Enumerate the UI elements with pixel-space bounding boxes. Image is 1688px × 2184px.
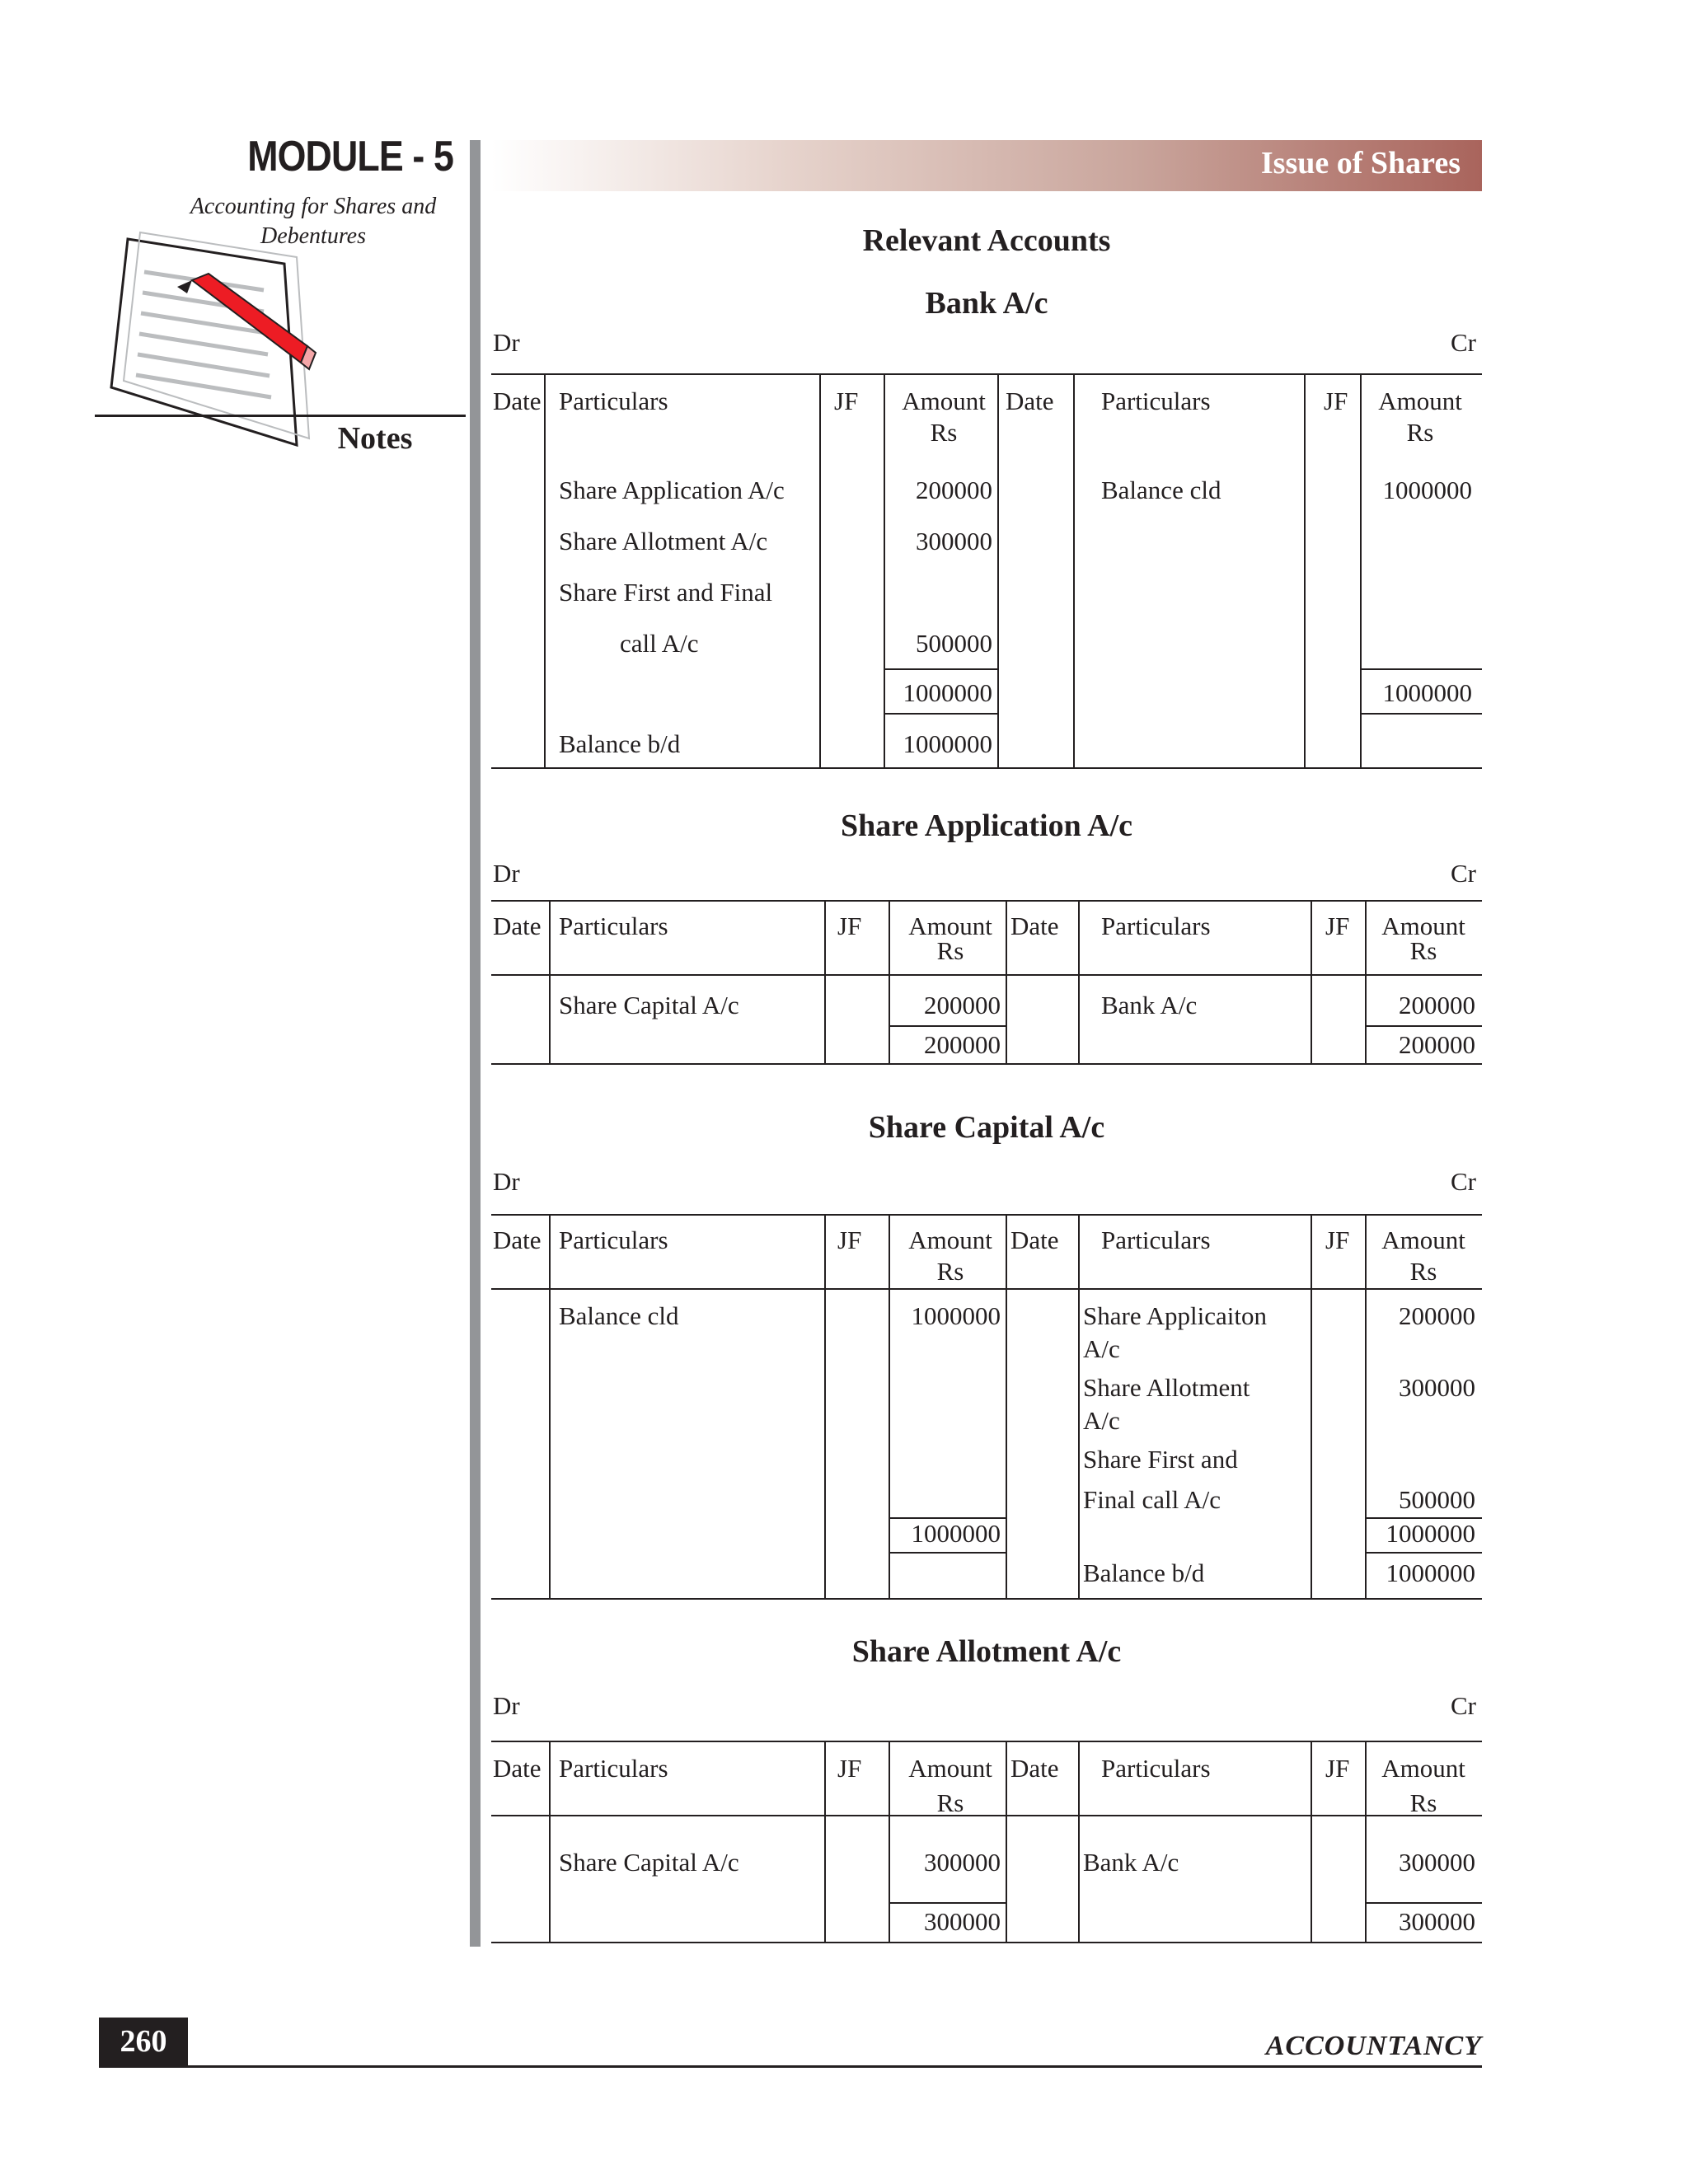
allotment-title: Share Allotment A/c — [851, 1634, 1122, 1669]
col-rs: Rs — [1406, 418, 1434, 447]
col-date: Date — [493, 1226, 542, 1254]
ledger-amount: 200000 — [1399, 991, 1475, 1019]
col-rs: Rs — [930, 418, 958, 447]
relevant-accounts-title: Relevant Accounts — [862, 223, 1111, 258]
ledger-amount: 500000 — [1399, 1485, 1475, 1514]
ledger-total: 200000 — [1399, 1030, 1475, 1059]
ledger-total: 1000000 — [1382, 678, 1472, 707]
ledger-particulars: Balance b/d — [1083, 1558, 1205, 1587]
col-rs: Rs — [1409, 1257, 1437, 1286]
notes-label: Notes — [337, 421, 413, 456]
col-particulars: Particulars — [1101, 1226, 1211, 1254]
col-particulars: Particulars — [1101, 912, 1211, 940]
col-jf: JF — [837, 1754, 862, 1783]
ledger-total: 300000 — [1399, 1907, 1475, 1936]
col-date: Date — [493, 912, 542, 940]
ledger-particulars: Share First and — [1083, 1445, 1238, 1474]
col-amount: Amount — [1381, 912, 1465, 940]
col-rs: Rs — [1409, 1788, 1437, 1817]
application-ledger — [491, 900, 1482, 1065]
col-particulars: Particulars — [559, 1754, 668, 1783]
capital-title: Share Capital A/c — [868, 1110, 1105, 1145]
ledger-total: 1000000 — [911, 1519, 1001, 1548]
chapter-header — [491, 140, 1482, 191]
chapter-title: Issue of Shares — [1260, 146, 1461, 180]
col-jf: JF — [1325, 1226, 1350, 1254]
ledger-particulars: Final call A/c — [1083, 1485, 1221, 1514]
allotment-cr: Cr — [1451, 1691, 1476, 1720]
ledger-total: 1000000 — [903, 678, 992, 707]
capital-dr: Dr — [493, 1167, 520, 1196]
col-date: Date — [493, 1754, 542, 1783]
ledger-total: 300000 — [924, 1907, 1001, 1936]
col-date: Date — [493, 387, 542, 415]
ledger-particulars: Balance b/d — [559, 729, 681, 758]
col-particulars: Particulars — [1101, 1754, 1211, 1783]
ledger-particulars: Bank A/c — [1101, 991, 1198, 1019]
ledger-amount: 1000000 — [903, 729, 992, 758]
ledger-particulars: Share Capital A/c — [559, 991, 739, 1019]
bank-dr: Dr — [493, 328, 520, 357]
ledger-total: 1000000 — [1386, 1519, 1475, 1548]
col-amount: Amount — [902, 387, 986, 415]
col-amount: Amount — [908, 1226, 992, 1254]
ledger-particulars: Share Capital A/c — [559, 1848, 739, 1877]
col-jf: JF — [1324, 387, 1348, 415]
ledger-particulars: call A/c — [620, 629, 699, 658]
margin-divider — [470, 140, 481, 1947]
col-jf: JF — [1325, 912, 1350, 940]
col-particulars: Particulars — [559, 1226, 668, 1254]
col-rs: Rs — [1409, 936, 1437, 965]
ledger-amount: 200000 — [1399, 1301, 1475, 1330]
allotment-ledger — [491, 1741, 1482, 1943]
allotment-dr: Dr — [493, 1691, 520, 1720]
ledger-amount: 300000 — [1399, 1373, 1475, 1402]
col-rs: Rs — [936, 936, 964, 965]
footer-subject: ACCOUNTANCY — [1265, 2031, 1482, 2061]
col-jf: JF — [834, 387, 859, 415]
col-rs: Rs — [936, 1788, 964, 1817]
col-particulars: Particulars — [1101, 387, 1211, 415]
application-cr: Cr — [1451, 859, 1476, 888]
bank-cr: Cr — [1451, 328, 1476, 357]
ledger-amount: 300000 — [924, 1848, 1001, 1877]
ledger-particulars: Bank A/c — [1083, 1848, 1179, 1877]
ledger-particulars: Share Allotment A/c — [559, 527, 768, 555]
col-amount: Amount — [908, 1754, 992, 1783]
bank-ledger — [491, 373, 1482, 769]
capital-cr: Cr — [1451, 1167, 1476, 1196]
footer-rule — [99, 2065, 1482, 2068]
ledger-amount: 200000 — [924, 991, 1001, 1019]
col-date: Date — [1010, 912, 1059, 940]
col-amount: Amount — [1381, 1226, 1465, 1254]
col-date: Date — [1010, 1754, 1059, 1783]
capital-ledger — [491, 1214, 1482, 1600]
col-date: Date — [1006, 387, 1054, 415]
ledger-particulars: A/c — [1083, 1406, 1120, 1435]
ledger-particulars: Balance cld — [559, 1301, 679, 1330]
ledger-amount: 1000000 — [1386, 1558, 1475, 1587]
application-title: Share Application A/c — [840, 808, 1133, 843]
ledger-amount: 1000000 — [911, 1301, 1001, 1330]
bank-title: Bank A/c — [925, 286, 1048, 321]
module-subtitle-line2: Debentures — [260, 223, 367, 249]
page-number: 260 — [99, 2018, 188, 2065]
application-dr: Dr — [493, 859, 520, 888]
col-jf: JF — [837, 912, 862, 940]
ledger-amount: 200000 — [916, 476, 992, 504]
ledger-particulars: Share Application A/c — [559, 476, 785, 504]
col-jf: JF — [837, 1226, 862, 1254]
col-amount: Amount — [908, 912, 992, 940]
ledger-particulars: Share First and Final — [559, 578, 773, 607]
ledger-amount: 500000 — [916, 629, 992, 658]
ledger-amount: 300000 — [916, 527, 992, 555]
col-amount: Amount — [1381, 1754, 1465, 1783]
col-particulars: Particulars — [559, 912, 668, 940]
ledger-amount: 1000000 — [1382, 476, 1472, 504]
col-jf: JF — [1325, 1754, 1350, 1783]
module-title: MODULE - 5 — [247, 133, 453, 180]
col-amount: Amount — [1378, 387, 1462, 415]
col-date: Date — [1010, 1226, 1059, 1254]
ledger-amount: 300000 — [1399, 1848, 1475, 1877]
col-particulars: Particulars — [559, 387, 668, 415]
ledger-particulars: Share Allotment — [1083, 1373, 1250, 1402]
ledger-particulars: A/c — [1083, 1334, 1120, 1363]
ledger-total: 200000 — [924, 1030, 1001, 1059]
module-subtitle-line1: Accounting for Shares and — [190, 194, 437, 219]
ledger-particulars: Balance cld — [1101, 476, 1221, 504]
ledger-particulars: Share Applicaiton — [1083, 1301, 1267, 1330]
col-rs: Rs — [936, 1257, 964, 1286]
